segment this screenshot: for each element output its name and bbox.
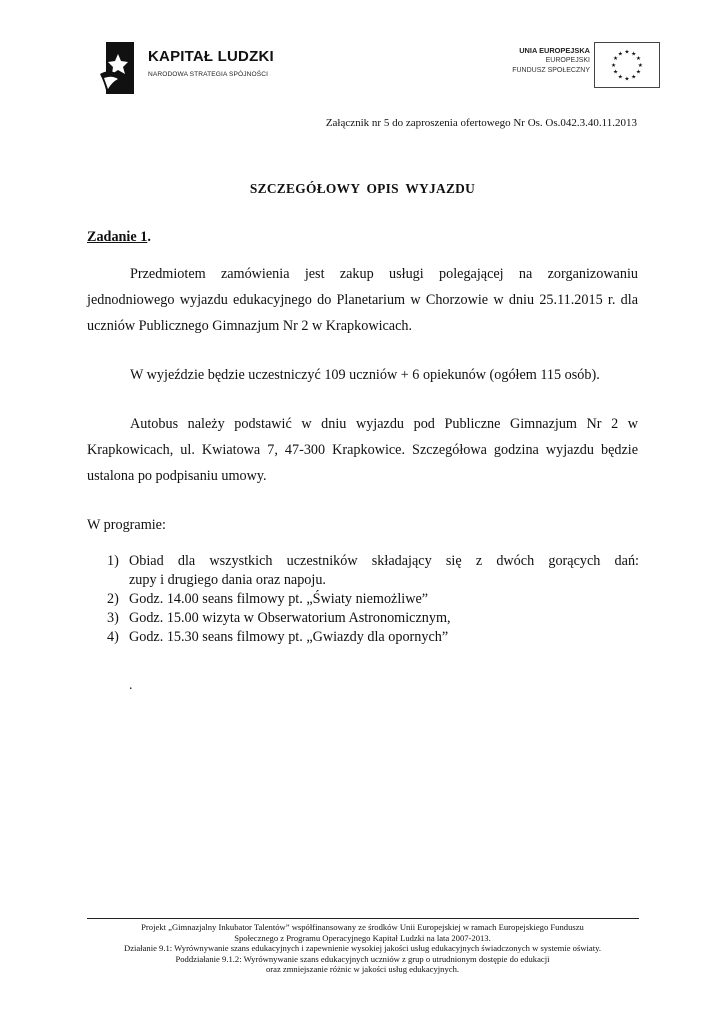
program-item-text-continued: zupy i drugiego dania oraz napoju. xyxy=(129,572,326,588)
kapital-ludzki-title: KAPITAŁ LUDZKI xyxy=(148,48,274,65)
footer-divider xyxy=(87,918,639,919)
program-item-text: Godz. 15.30 seans filmowy pt. „Gwiazdy dla opornych” xyxy=(129,629,449,645)
program-item-number: 4) xyxy=(107,629,119,645)
program-item-number: 2) xyxy=(107,591,119,607)
paragraph-4: W programie: xyxy=(87,517,166,533)
svg-text:★: ★ xyxy=(637,62,643,69)
attachment-note: Załącznik nr 5 do zaproszenia ofertowego Nr Os. Os.042.3.40.11.2013 xyxy=(325,117,637,129)
eu-logo-text xyxy=(512,46,590,76)
program-item-text: Godz. 15.00 wizyta w Obserwatorium Astronomicznym, xyxy=(129,610,451,626)
footer-line-5: oraz zmniejszanie różnic w jakości usług edukacyjnych. xyxy=(265,964,460,975)
paragraph-3 xyxy=(87,411,638,489)
paragraph-1-text: Przedmiotem zamówienia jest zakup usługi polegającej na zorganizowaniu jednodniowego wyjazdu edukacyjnego do Planetarium w Chorzowie w dniu 25.11.2015 r. dla uczniów Publicznego Gimnazjum Nr 2 w Krapkowicach. xyxy=(87,266,638,334)
eu-logo xyxy=(492,42,660,92)
document-title-text: SZCZEGÓŁOWY OPIS WYJAZDU xyxy=(249,181,476,196)
footer xyxy=(60,922,665,975)
eu-flag-icon xyxy=(594,42,660,88)
footer-line-4: Poddziałanie 9.1.2: Wyrównywanie szans edukacyjnych uczniów z grup o utrudnionym dostępie do edukacji xyxy=(175,953,550,964)
svg-text:★: ★ xyxy=(624,49,630,56)
stray-dot: . xyxy=(129,678,133,693)
program-item xyxy=(107,628,639,647)
svg-text:★: ★ xyxy=(635,69,642,76)
footer-line-3: Działanie 9.1: Wyrównywanie szans edukacyjnych i zapewnienie wysokiej jakości usług edukacyjnych świadczonych w systemie oświaty. xyxy=(123,943,601,954)
svg-text:★: ★ xyxy=(611,62,617,69)
program-item xyxy=(107,609,639,628)
footer-line-1: Projekt „Gimnazjalny Inkubator Talentów” współfinansowany ze środków Unii Europejskiej w ramach Europejskiego Funduszu xyxy=(141,922,584,932)
program-item-text: Obiad dla wszystkich uczestników składający się z dwóch gorących dań: xyxy=(129,553,639,569)
paragraph-1 xyxy=(87,261,638,339)
svg-text:★: ★ xyxy=(617,51,623,58)
program-item-text: Godz. 14.00 seans filmowy pt. „Światy niemożliwe” xyxy=(129,591,429,607)
svg-text:★: ★ xyxy=(612,69,619,76)
task-suffix: . xyxy=(147,229,151,245)
program-item-number: 1) xyxy=(107,553,119,569)
footer-line-2: Społecznego z Programu Operacyjnego Kapitał Ludzki na lata 2007-2013. xyxy=(234,932,491,943)
svg-text:★: ★ xyxy=(617,74,623,81)
program-item-number: 3) xyxy=(107,610,119,626)
task-label: Zadanie 1 xyxy=(87,229,148,245)
task-heading xyxy=(87,229,151,246)
document-title xyxy=(0,181,725,197)
svg-text:★: ★ xyxy=(631,51,637,58)
svg-text:★: ★ xyxy=(635,56,642,63)
kapital-ludzki-subtitle: NARODOWA STRATEGIA SPÓJNOŚCI xyxy=(148,71,269,78)
program-list xyxy=(107,552,639,647)
eu-logo-line1: UNIA EUROPEJSKA xyxy=(519,46,590,55)
kapital-ludzki-emblem-icon xyxy=(96,40,136,96)
program-item xyxy=(107,590,639,609)
paragraph-3-text: Autobus należy podstawić w dniu wyjazdu pod Publiczne Gimnazjum Nr 2 w Krapkowicach, ul. Kwiatowa 7, 47-300 Krapkowice. Szczegółowa godzina wyjazdu będzie ustalona po podpisaniu umowy. xyxy=(87,416,638,484)
kapital-ludzki-logo xyxy=(96,40,286,98)
eu-logo-line2: EUROPEJSKI xyxy=(545,57,590,64)
paragraph-2: W wyjeździe będzie uczestniczyć 109 uczniów + 6 opiekunów (ogółem 115 osób). xyxy=(130,367,600,383)
program-item xyxy=(107,552,639,590)
svg-text:★: ★ xyxy=(631,74,637,81)
eu-logo-line3: FUNDUSZ SPOŁECZNY xyxy=(512,67,590,74)
svg-text:★: ★ xyxy=(612,56,619,63)
svg-text:★: ★ xyxy=(624,76,630,83)
